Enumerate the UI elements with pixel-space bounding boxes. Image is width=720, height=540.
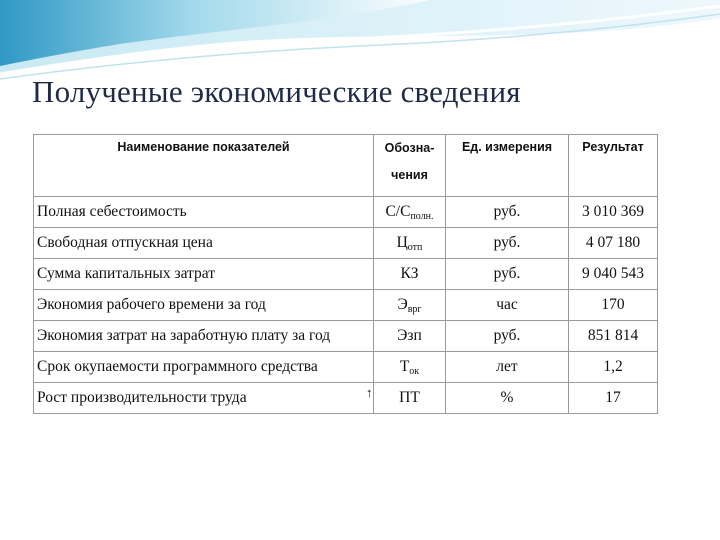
row-unit: час [446, 290, 569, 321]
row-symbol [374, 197, 446, 228]
row-name: Экономия затрат на заработную плату за год [34, 321, 374, 352]
row-name: Срок окупаемости программного средства [34, 352, 374, 383]
row-result: 3 010 369 [569, 197, 658, 228]
row-result: 851 814 [569, 321, 658, 352]
table-row [34, 383, 658, 414]
row-name: Экономия рабочего времени за год [34, 290, 374, 321]
table-row [34, 321, 658, 352]
header-result: Результат [569, 135, 658, 197]
header-symbol [374, 135, 446, 197]
row-result: 9 040 543 [569, 259, 658, 290]
row-name: Рост производительности труда [34, 383, 374, 414]
symbol-subscript: полн. [410, 210, 434, 222]
symbol-subscript: отп [407, 241, 423, 253]
slide-title: Полученые экономические сведения [32, 74, 521, 109]
row-symbol [366, 383, 446, 414]
table-row [34, 197, 658, 228]
row-symbol [374, 259, 446, 290]
symbol-main: Эзп [397, 327, 422, 344]
header-symbol-line2: чения [391, 168, 428, 182]
table-header-row [34, 135, 658, 197]
header-indicator-name: Наименование показателей [34, 135, 374, 197]
table-row [34, 228, 658, 259]
economic-data-table [33, 134, 658, 414]
symbol-main: ПТ [399, 389, 420, 406]
row-name: Сумма капитальных затрат [34, 259, 374, 290]
symbol-subscript: врг [407, 303, 422, 315]
symbol-main: Э [397, 295, 408, 313]
row-unit: лет [446, 352, 569, 383]
row-symbol [374, 321, 446, 352]
row-result: 170 [569, 290, 658, 321]
row-unit: % [446, 383, 569, 414]
symbol-subscript: ок [409, 365, 420, 377]
symbol-main: Ц [396, 233, 408, 251]
row-result: 1,2 [569, 352, 658, 383]
table-row [34, 352, 658, 383]
row-name: Полная себестоимость [34, 197, 374, 228]
row-symbol [374, 228, 446, 259]
header-unit: Ед. измерения [446, 135, 569, 197]
symbol-main: Т [399, 357, 410, 375]
row-unit: руб. [446, 197, 569, 228]
row-unit: руб. [446, 321, 569, 352]
symbol-main: С/С [385, 202, 411, 220]
row-symbol [374, 352, 446, 383]
row-unit: руб. [446, 259, 569, 290]
table-row [34, 259, 658, 290]
symbol-main: КЗ [400, 265, 419, 282]
row-unit: руб. [446, 228, 569, 259]
up-arrow-icon: ↑ [366, 385, 373, 400]
table-row [34, 290, 658, 321]
row-symbol [374, 290, 446, 321]
row-name: Свободная отпускная цена [34, 228, 374, 259]
header-symbol-line1: Обозна- [384, 141, 435, 155]
row-result: 17 [569, 383, 658, 414]
decorative-wave [0, 0, 720, 80]
row-result: 4 07 180 [569, 228, 658, 259]
data-table-wrapper [33, 134, 657, 414]
